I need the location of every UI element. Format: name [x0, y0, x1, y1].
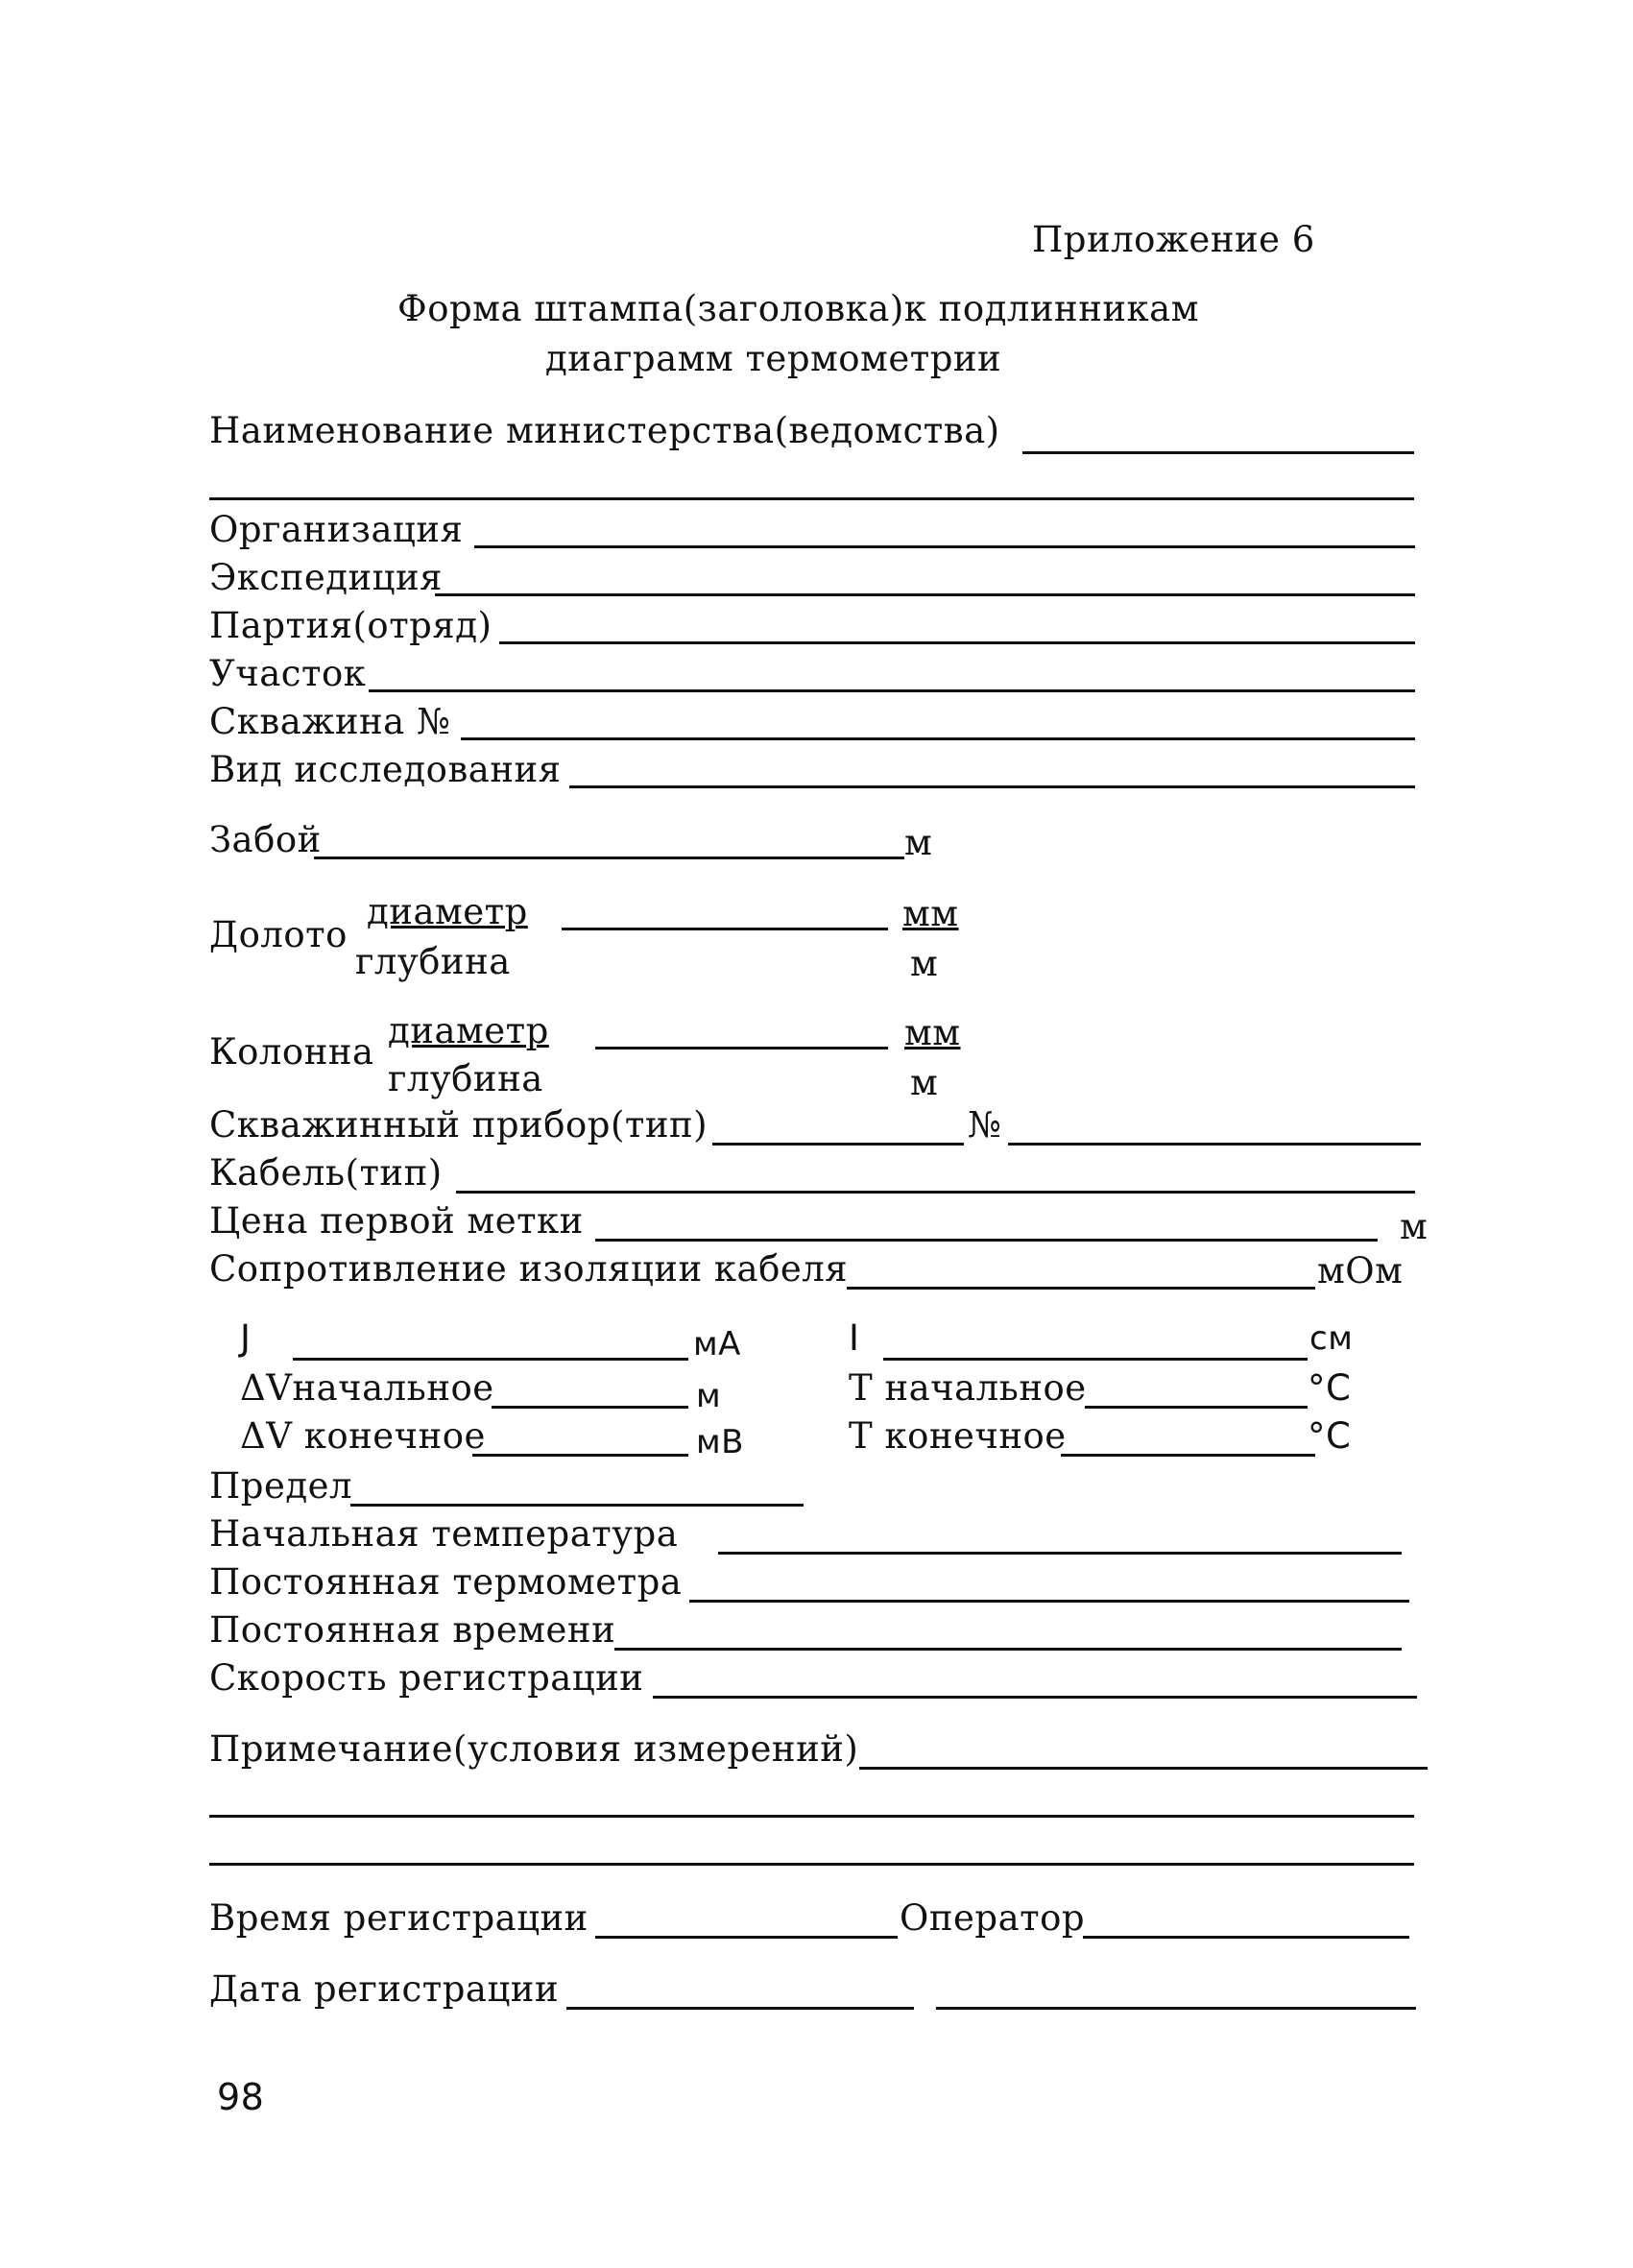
note-field-line[interactable] — [859, 1767, 1428, 1770]
t-start-unit: °C — [1308, 1367, 1352, 1409]
expedition-field-line[interactable] — [435, 593, 1415, 596]
registration-date-field-line-2[interactable] — [936, 2007, 1416, 2010]
operator-field-line[interactable] — [1083, 1936, 1409, 1939]
i-field-line[interactable] — [883, 1358, 1308, 1361]
research-type-label: Вид исследования — [209, 749, 562, 790]
bit-unit-bottom: м — [910, 943, 939, 984]
cable-field-line[interactable] — [456, 1191, 1415, 1194]
column-unit-bottom: м — [910, 1062, 939, 1103]
i-label: I — [849, 1317, 860, 1359]
organization-field-line[interactable] — [474, 545, 1415, 548]
first-mark-field-line[interactable] — [595, 1239, 1378, 1242]
note-field-line-3[interactable] — [209, 1863, 1414, 1866]
party-label: Партия(отряд) — [209, 605, 492, 646]
t-end-unit: °C — [1308, 1415, 1352, 1457]
bit-diameter-label: диаметр — [367, 891, 528, 932]
party-field-line[interactable] — [499, 641, 1415, 644]
insulation-field-line[interactable] — [847, 1287, 1315, 1290]
registration-speed-field-line[interactable] — [653, 1696, 1417, 1699]
page-number: 98 — [217, 2076, 265, 2118]
device-number-label: № — [968, 1104, 1002, 1146]
registration-date-label: Дата регистрации — [209, 1968, 560, 2010]
dv-end-label: ΔV конечное — [240, 1415, 486, 1457]
well-number-label: Скважина № — [209, 701, 451, 742]
time-constant-label: Постоянная времени — [209, 1609, 616, 1651]
t-end-field-line[interactable] — [1061, 1454, 1315, 1457]
current-j-field-line[interactable] — [293, 1358, 688, 1361]
ministry-label: Наименование министерства(ведомства) — [209, 410, 1000, 451]
research-type-field-line[interactable] — [569, 785, 1415, 788]
column-diameter-label: диаметр — [388, 1010, 549, 1051]
form-title-line2: диаграмм термометрии — [545, 338, 1002, 379]
dv-start-field-line[interactable] — [492, 1406, 688, 1409]
registration-time-label: Время регистрации — [209, 1897, 588, 1939]
current-j-label: J — [240, 1317, 252, 1359]
dv-end-field-line[interactable] — [472, 1454, 688, 1457]
device-label: Скважинный прибор(тип) — [209, 1104, 708, 1146]
column-depth-label: глубина — [388, 1058, 543, 1099]
site-field-line[interactable] — [369, 689, 1415, 692]
appendix-label: Приложение 6 — [1032, 219, 1315, 260]
ministry-field-line[interactable] — [1022, 451, 1414, 454]
bit-label: Долото — [209, 914, 348, 955]
bottom-field-line[interactable] — [314, 857, 904, 859]
form-title-line1: Форма штампа(заголовка)к подлинникам — [397, 288, 1199, 329]
limit-label: Предел — [209, 1465, 353, 1507]
note-field-line-2[interactable] — [209, 1815, 1414, 1818]
thermometer-constant-field-line[interactable] — [689, 1600, 1409, 1603]
dv-start-label: ΔVначальное — [240, 1367, 494, 1409]
t-end-label: T конечное — [849, 1415, 1067, 1457]
column-field-line[interactable] — [595, 1047, 888, 1050]
insulation-unit: мОм — [1317, 1250, 1404, 1291]
limit-field-line[interactable] — [350, 1504, 804, 1507]
current-j-unit: мА — [693, 1325, 741, 1363]
well-number-field-line[interactable] — [461, 737, 1415, 740]
thermometer-constant-label: Постоянная термометра — [209, 1561, 683, 1603]
device-number-field-line[interactable] — [1008, 1143, 1421, 1146]
site-label: Участок — [209, 653, 367, 694]
dv-start-unit: м — [696, 1377, 722, 1415]
bottom-unit: м — [904, 822, 933, 863]
bit-field-line[interactable] — [562, 928, 888, 930]
expedition-label: Экспедиция — [209, 557, 443, 598]
t-start-field-line[interactable] — [1085, 1406, 1308, 1409]
column-label: Колонна — [209, 1031, 374, 1073]
bottom-label: Забой — [209, 819, 322, 860]
device-type-field-line[interactable] — [712, 1143, 964, 1146]
note-label: Примечание(условия измерений) — [209, 1728, 859, 1770]
cable-label: Кабель(тип) — [209, 1152, 443, 1194]
bit-unit-top: мм — [902, 893, 959, 934]
insulation-label: Сопротивление изоляции кабеля — [209, 1248, 849, 1290]
time-constant-field-line[interactable] — [614, 1648, 1402, 1651]
initial-temperature-label: Начальная температура — [209, 1513, 679, 1555]
bit-depth-label: глубина — [355, 941, 511, 982]
dv-end-unit: мВ — [696, 1423, 744, 1461]
operator-label: Оператор — [900, 1897, 1086, 1939]
registration-speed-label: Скорость регистрации — [209, 1657, 644, 1699]
i-unit: см — [1309, 1319, 1354, 1358]
organization-label: Организация — [209, 509, 464, 550]
registration-date-field-line[interactable] — [566, 2007, 914, 2010]
ministry-field-line-2[interactable] — [209, 497, 1414, 500]
column-unit-top: мм — [904, 1012, 961, 1053]
initial-temperature-field-line[interactable] — [718, 1552, 1402, 1555]
t-start-label: T начальное — [849, 1367, 1087, 1409]
first-mark-label: Цена первой метки — [209, 1200, 584, 1242]
first-mark-unit: м — [1400, 1206, 1429, 1247]
registration-time-field-line[interactable] — [595, 1936, 898, 1939]
